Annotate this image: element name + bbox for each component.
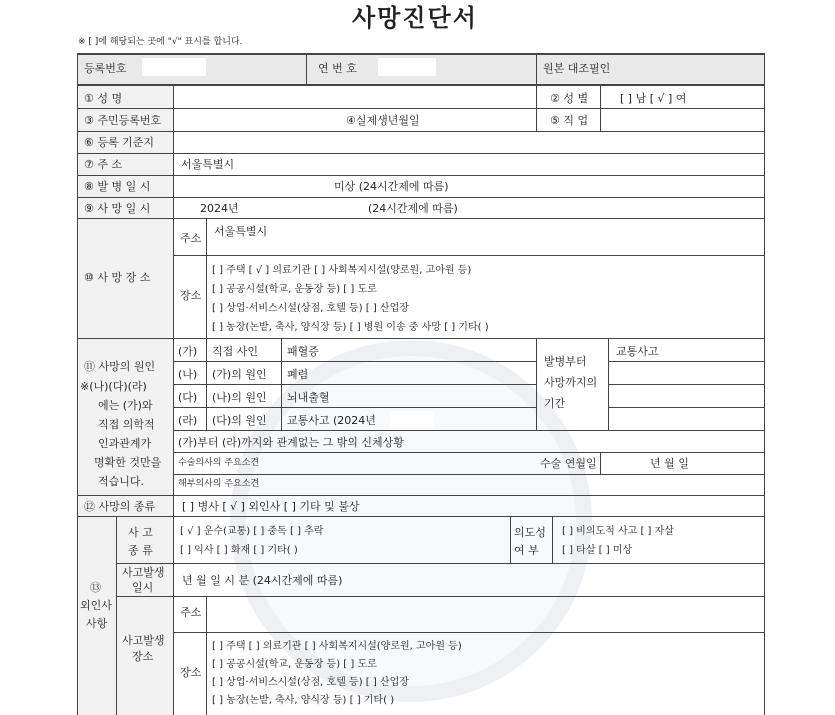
death-place-line: [ ] 농장(논밭, 축사, 양식장 등) [ ] 병원 이송 중 사망 [ ] 기타( ) — [212, 322, 489, 333]
cause-tag: (가) — [178, 345, 198, 358]
surgery-findings-label: 수술의사의 주요소견 — [178, 458, 260, 468]
cause-label-line: ※(나)(다)(라) — [80, 380, 147, 393]
accident-place-label-line: 사고발생 — [122, 634, 165, 647]
death-place-label: ⑩ 사 망 장 소 — [84, 271, 151, 284]
page-title: 사망진단서 — [352, 4, 478, 32]
onset-value: 미상 (24시간제에 따름) — [334, 180, 449, 193]
accident-place-line: [ ] 농장(논밭, 축사, 양식장 등) [ ] 기타( ) — [212, 695, 395, 706]
label-column — [77, 86, 173, 218]
cause-label-line: 적습니다. — [98, 475, 145, 488]
intent-label-line: 의도성 — [514, 526, 546, 539]
cause-label-line: 직접 의학적 — [98, 418, 155, 431]
cause-item-label: (나)의 원인 — [212, 391, 267, 404]
onset-period-label-line: 발병부터 — [544, 355, 587, 368]
original-label: 원본 대조필인 — [543, 62, 611, 75]
accident-type-options: [ √ ] 운수(교통) [ ] 중독 [ ] 추락 — [180, 526, 324, 537]
other-conditions-label: (가)부터 (라)까지와 관계없는 그 밖의 신체상황 — [178, 436, 404, 449]
reg-base-label: ⑥ 등록 기준지 — [84, 136, 154, 149]
accident-place-line: [ ] 주택 [ ] 의료기관 [ ] 사회복지시설(양로원, 고아원 등) — [212, 641, 462, 652]
death-place-type-label: 장소 — [180, 289, 202, 302]
cause-tag: (라) — [178, 414, 198, 427]
accident-type-label-line: 종 류 — [128, 544, 153, 557]
sex-label: ② 성 별 — [550, 92, 589, 105]
autopsy-findings-label: 해부의사의 주요소견 — [178, 479, 260, 489]
death-place-line: [ ] 공공시설(학교, 운동장 등) [ ] 도로 — [212, 284, 377, 295]
accident-date-label-line: 일시 — [132, 581, 154, 594]
accident-date-value: 년 월 일 시 분 (24시간제에 따름) — [182, 574, 343, 587]
accident-addr-label: 주소 — [180, 606, 202, 619]
cause-label-line: 명확한 것만을 — [94, 456, 162, 469]
intent-options: [ ] 비의도적 사고 [ ] 자살 — [562, 526, 674, 537]
cause-tag: (나) — [178, 368, 198, 381]
accident-type-label-line: 사 고 — [128, 526, 153, 539]
cause-item-value: 교통사고 (2024년 — [287, 414, 376, 427]
external-label-line: 외인사 — [80, 599, 112, 612]
redaction-box — [142, 58, 206, 76]
redaction-box — [390, 411, 434, 427]
death-kind-label: ⑫ 사망의 종류 — [84, 500, 156, 513]
reg-no-label: 등록번호 — [84, 62, 127, 75]
death-year: 2024년 — [200, 202, 239, 215]
accident-place-line: [ ] 상업·서비스시설(상점, 호텔 등) [ ] 산업장 — [212, 677, 409, 688]
death-place-addr-label: 주소 — [180, 232, 202, 245]
cause-tag: (다) — [178, 391, 198, 404]
cause-item-label: (다)의 원인 — [212, 414, 267, 427]
accident-place-label-line: 장소 — [132, 650, 154, 663]
cause-label-line: 인과관계가 — [98, 437, 152, 450]
birth-label: ④실제생년월일 — [346, 114, 420, 127]
surgery-date-label: 수술 연월일 — [540, 457, 597, 470]
label-column — [77, 517, 173, 715]
cause-item-value: 패혈증 — [287, 345, 319, 358]
resident-no-label: ③ 주민등록번호 — [84, 114, 162, 127]
onset-period-label-line: 기간 — [544, 397, 566, 410]
cause-label-line: ⑪ 사망의 원인 — [84, 360, 156, 373]
sex-options: [ ] 남 [ √ ] 여 — [620, 92, 687, 105]
intent-label-line: 여 부 — [514, 544, 539, 557]
onset-label: ⑧ 발 병 일 시 — [84, 180, 151, 193]
cause-item-label: (가)의 원인 — [212, 368, 267, 381]
cause-item-label: 직접 사인 — [212, 345, 259, 358]
name-label: ① 성 명 — [84, 92, 123, 105]
onset-period-value: 교통사고 — [616, 345, 659, 358]
intent-options: [ ] 타살 [ ] 미상 — [562, 545, 633, 556]
external-label-line: 사항 — [86, 617, 108, 630]
redaction-box — [378, 58, 436, 76]
job-label: ⑤ 직 업 — [550, 114, 589, 127]
death-kind-options: [ ] 병사 [ √ ] 외인사 [ ] 기타 및 불상 — [182, 500, 360, 513]
accident-place-type-label: 장소 — [180, 666, 202, 679]
address-value: 서울특별시 — [181, 158, 235, 171]
death-time-note: (24시간제에 따름) — [368, 202, 458, 215]
surgery-date-value: 년 월 일 — [650, 457, 689, 470]
external-label-line: ⑬ — [90, 581, 101, 594]
accident-place-line: [ ] 공공시설(학교, 운동장 등) [ ] 도로 — [212, 659, 377, 670]
cause-label-line: 에는 (가)와 — [98, 399, 153, 412]
death-place-line: [ ] 상업·서비스시설(상점, 호텔 등) [ ] 산업장 — [212, 303, 409, 314]
death-date-label: ⑨ 사 망 일 시 — [84, 202, 151, 215]
address-label: ⑦ 주 소 — [84, 158, 123, 171]
serial-label: 연 번 호 — [318, 62, 357, 75]
instruction-text: ※ [ ]에 해당되는 곳에 "√" 표시를 합니다. — [78, 37, 243, 47]
onset-period-label-line: 사망까지의 — [544, 376, 598, 389]
accident-date-label-line: 사고발생 — [122, 566, 165, 579]
cause-item-value: 폐렴 — [287, 368, 309, 381]
cause-item-value: 뇌내출혈 — [287, 391, 330, 404]
accident-type-options: [ ] 익사 [ ] 화재 [ ] 기타( ) — [180, 545, 298, 556]
death-place-line: [ ] 주택 [ √ ] 의료기관 [ ] 사회복지시설(양로원, 고아원 등) — [212, 265, 472, 276]
death-place-addr-value: 서울특별시 — [214, 225, 268, 238]
